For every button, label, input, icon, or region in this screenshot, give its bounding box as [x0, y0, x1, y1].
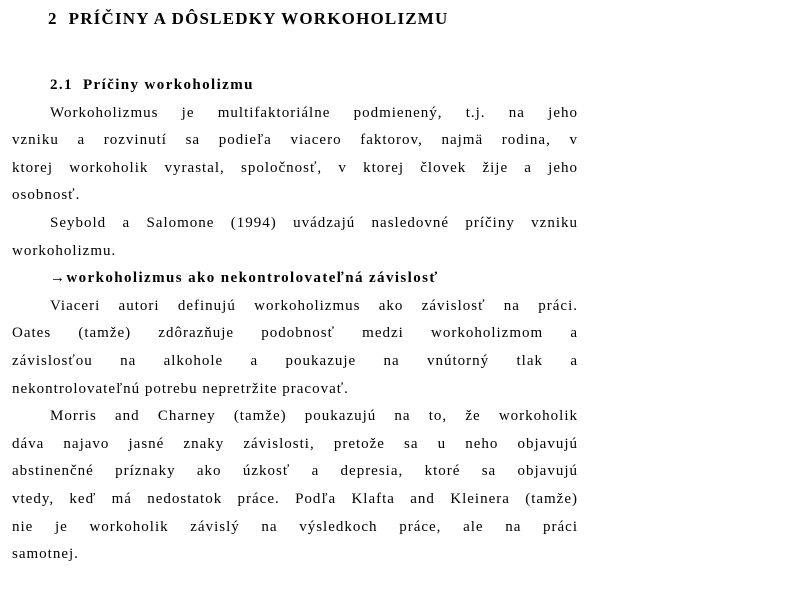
- text-line: nekontrolovateľnú potrebu nepretržite pracovať.: [12, 380, 349, 397]
- text-line: dáva najavo jasné znaky závislosti, pretože sa u neho objavujú: [12, 435, 578, 452]
- text-line: nie je workoholik závislý na výsledkoch práce, ale na práci: [12, 518, 578, 535]
- document-body: [12, 72, 578, 569]
- paragraph: [12, 403, 578, 569]
- sub-heading-text: workoholizmus ako nekontrolovateľná závislosť: [66, 270, 439, 287]
- chapter-number: 2: [48, 9, 58, 28]
- arrow-right-icon: →: [50, 270, 67, 287]
- section-heading: [12, 72, 578, 100]
- text-line: samotnej.: [12, 546, 79, 563]
- section-title: Príčiny workoholizmu: [82, 77, 254, 93]
- paragraph: [12, 210, 578, 265]
- text-line: vtedy, keď má nedostatok práce. Podľa Klafta and Kleinera (tamže): [12, 490, 578, 507]
- chapter-title: PRÍČINY A DÔSLEDKY WORKOHOLIZMU: [68, 9, 449, 28]
- text-line: závislosťou na alkohole a poukazuje na vnútorný tlak a: [12, 352, 578, 369]
- paragraph: [12, 293, 578, 403]
- text-line: osobnosť.: [12, 187, 81, 204]
- text-line: vzniku a rozvinutí sa podieľa viacero faktorov, najmä rodina, v: [12, 132, 578, 149]
- text-line: Viaceri autori definujú workoholizmus ako závislosť na práci.: [50, 297, 578, 314]
- text-line: ktorej workoholik vyrastal, spoločnosť, v ktorej človek žije a jeho: [12, 159, 578, 176]
- text-line: Morris and Charney (tamže) poukazujú na to, že workoholik: [50, 408, 578, 425]
- sub-heading: [12, 265, 578, 293]
- text-line: workoholizmu.: [12, 242, 117, 259]
- text-line: Seybold a Salomone (1994) uvádzajú nasledovné príčiny vzniku: [50, 214, 578, 231]
- text-line: abstinenčné príznaky ako úzkosť a depresia, ktoré sa objavujú: [12, 463, 578, 480]
- chapter-heading: [48, 9, 449, 29]
- text-line: Workoholizmus je multifaktoriálne podmienený, t.j. na jeho: [50, 104, 578, 121]
- section-number: 2.1: [50, 77, 73, 93]
- text-line: Oates (tamže) zdôrazňuje podobnosť medzi workoholizmom a: [12, 325, 578, 342]
- paragraph: [12, 100, 578, 210]
